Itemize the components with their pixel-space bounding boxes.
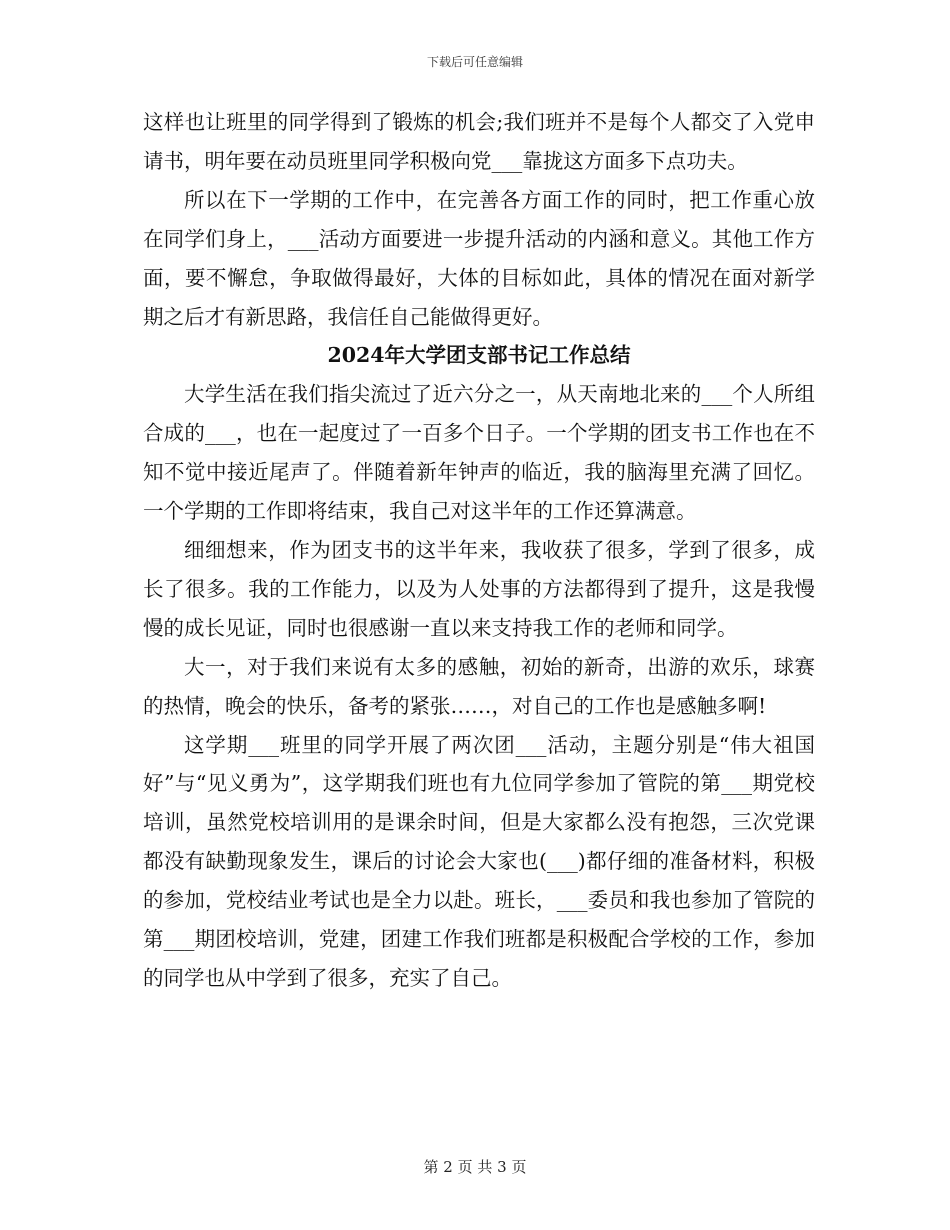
page-header-note: 下载后可任意编辑 [426, 55, 523, 69]
body-paragraph: 这样也让班里的同学得到了锻炼的机会;我们班并不是每个人都交了入党申请书，明年要在动员班里同学积极向党___靠拢这方面多下点功夫。 [143, 110, 815, 173]
body-paragraph: 大学生活在我们指尖流过了近六分之一，从天南地北来的___个人所组合成的___，也在一起度过了一百多个日子。一个学期的团支书工作也在不知不觉中接近尾声了。伴随着新年钟声的临近，我的脑海里充满了回忆。一个学期的工作即将结束，我自己对这半年的工作还算满意。 [143, 382, 815, 524]
body-paragraph: 大一，对于我们来说有太多的感触，初始的新奇，出游的欢乐，球赛的热情，晚会的快乐，备考的紧张……，对自己的工作也是感触多啊! [143, 654, 815, 718]
body-paragraph: 所以在下一学期的工作中，在完善各方面工作的同时，把工作重心放在同学们身上，___活动方面要进一步提升活动的内涵和意义。其他工作方面，要不懈怠，争取做得最好，大体的目标如此，具体的情况在面对新学期之后才有新思路，我信任自己能做得更好。 [143, 187, 815, 329]
body-paragraph: 细细想来，作为团支书的这半年来，我收获了很多，学到了很多，成长了很多。我的工作能力，以及为人处事的方法都得到了提升，这是我慢慢的成长见证，同时也很感谢一直以来支持我工作的老师和同学。 [143, 537, 815, 640]
section-title: 2024年大学团支部书记工作总结 [327, 343, 631, 368]
page-number: 第 2 页 共 3 页 [423, 1158, 527, 1176]
body-paragraph: 这学期___班里的同学开展了两次团___活动，主题分别是“伟大祖国好”与“见义勇为”，这学期我们班也有九位同学参加了管院的第___期党校培训，虽然党校培训用的是课余时间，但是大家都么没有抱怨，三次党课都没有缺勤现象发生，课后的讨论会大家也(___)都仔细的准备材料，积极的参加，党校结业考试也是全力以赴。班长，___委员和我也参加了管院的第___期团校培训，党建，团建工作我们班都是积极配合学校的工作，参加的同学也从中学到了很多，充实了自己。 [143, 732, 815, 990]
document-body [143, 103, 815, 998]
